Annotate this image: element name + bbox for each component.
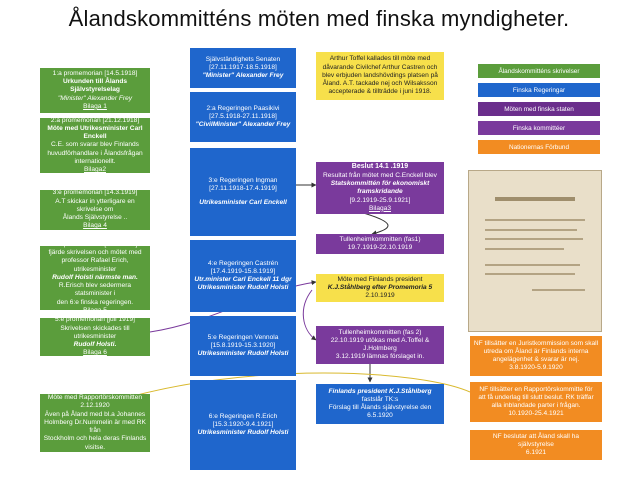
stahlberg-meeting-title: Möte med Finlands president [337, 275, 423, 283]
beslut-title: Beslut 14.1 .1919 [351, 163, 409, 171]
president-decision-text-2: Förslag till Ålands självstyrelse den [328, 404, 432, 411]
government-1-name: Självständighets Senaten [205, 55, 281, 63]
beslut-text-2: Statskommittén för ekonomiskt [330, 180, 430, 188]
government-6 [190, 380, 296, 470]
promemoria-4-text-3: Rudolf Holsti närmste man. [52, 273, 138, 281]
league-decision-text-1: NF beslutar att Åland skall ha [492, 432, 580, 440]
legend-meetings: Möten med finska staten [478, 102, 600, 116]
government-2-dates: [27.5.1918-27.11.1918] [209, 112, 277, 120]
stahlberg-meeting [316, 274, 444, 302]
government-4-minister-2: Utrikesminister Rudolf Holsti [197, 284, 289, 292]
stahlberg-meeting-subject: K.J.Ståhlberg efter Promemoria 5 [327, 283, 433, 291]
promemoria-2-subject: Möte med Utrikesminister Carl Enckell [47, 124, 143, 141]
bilaga-1-link[interactable]: Bilaga 1 [83, 102, 107, 110]
government-5-minister: Utrikesminister Rudolf Holsti [197, 350, 289, 358]
president-decision-text-1: fastslår TK:s [361, 395, 399, 403]
promemoria-3-text-2: Ålands Självstyrelse .. [62, 214, 128, 222]
tullenheim-phase-2-title: Tullenheimkommitten (fas 2) [338, 328, 422, 336]
government-5 [190, 316, 296, 376]
government-1-minister: "Minister" Alexander Frey [202, 72, 284, 80]
rapportor-meeting-date: 2.12.1920 [80, 402, 110, 410]
league-rapportor-commission [470, 382, 602, 422]
legend-government: Finska Regeringar [478, 83, 600, 97]
government-5-name: 5:e Regeringen Vennola [207, 333, 279, 341]
promemoria-4-date: 4:e promemorian [10.5.1919] [52, 240, 138, 248]
league-rapportor-text-1: NF tillsätter en Rapportörskommitte för [479, 385, 593, 393]
promemoria-3 [40, 190, 150, 230]
league-rapportor-text-3: alla inblandade parter i frågan. [491, 402, 581, 409]
beslut-text-3: framskridande [357, 188, 403, 196]
rapportor-meeting [40, 394, 150, 452]
rapportor-meeting-text-2: Holmberg Dr.Nummelin är med RK från [44, 418, 146, 435]
government-4-dates: [17.4.1919-15.8.1919] [210, 267, 276, 275]
promemoria-2-text-2: huvudförhandlare i Ålandsfrågan [47, 149, 143, 157]
arrow-stahlberg-tulli2 [303, 290, 316, 340]
rapportor-meeting-text-3: Stockholm och hela deras Finlands [43, 435, 147, 443]
bilaga-4-link[interactable]: Bilaga 4 [83, 222, 107, 230]
rapportor-meeting-text-1: Även på Åland med bl.a Johannes [44, 410, 146, 418]
government-4-name: 4:e Regeringen Castrén [207, 259, 278, 267]
toffel-note-text-5: accepterade & tillträdde i juni 1918. [328, 88, 432, 96]
government-1 [190, 48, 296, 88]
promemoria-2-text-1: C.E. som svarar blev Finlands [51, 141, 139, 149]
government-3-minister: Utrikesminister Carl Enckell [199, 199, 287, 207]
rapportor-meeting-text-4: visitse. [84, 443, 106, 451]
bilaga-6-link[interactable]: Bilaga 6 [83, 349, 107, 357]
arrow-beslut-tulli1 [360, 212, 388, 234]
league-decision [470, 430, 602, 460]
promemoria-3-text-1: A.T skickar in ytterligare en skrivelse om [55, 197, 135, 213]
government-2-minister: "CivilMinister" Alexander Frey [195, 121, 291, 129]
page-title: Ålandskommitténs möten med finska myndigheter. [68, 6, 570, 31]
league-decision-date: 6.1921 [525, 449, 547, 457]
legend-committee: Ålandskommitténs skrivelser [478, 64, 600, 78]
government-4-minister-1: Utr.minister Carl Enckell 11 dgr [194, 276, 292, 283]
league-rapportor-text-2: att få underlag till slutt beslut. RK träffar [478, 393, 594, 401]
tullenheim-phase-2-text-2: J.Holmberg [363, 345, 397, 352]
promemoria-2-text-3: internationellt. [74, 157, 116, 165]
stahlberg-meeting-date: 2.10.1919 [365, 292, 395, 300]
promemoria-4-text-1: fjärde skrivelsen och mötet med [48, 249, 142, 257]
league-jurist-dates: 3.8.1920-5.9.1920 [509, 364, 563, 372]
beslut-text-1: Resultat från mötet med C.Enckell blev [323, 171, 437, 179]
league-jurist-commission [470, 336, 602, 376]
promemoria-5-date: 5:e promemorian [juli 1919] [55, 316, 135, 324]
league-jurist-text-1: NF tillsätter en Juristkommission som skall [473, 339, 599, 347]
beslut-dates: [9.2.1919-25.9.1921] [349, 196, 411, 204]
toffel-note-text-4: Åland. A.T. tackade nej och Wilsaksson [322, 80, 438, 88]
legend-finnish-committee: Finska kommittéer [478, 121, 600, 135]
league-rapportor-dates: 10.1920-25.4.1921 [508, 410, 564, 418]
promemoria-4 [40, 240, 150, 314]
tullenheim-phase-1-dates: 19.7.1919-22.10.1919 [347, 244, 413, 251]
tullenheim-phase-2-text-3: 3.12.1919 lämnas förslaget in. [335, 353, 425, 361]
promemoria-5-text-2: Rudolf Holsti. [73, 341, 117, 349]
government-2-name: 2:a Regeringen Paasikivi [206, 104, 280, 112]
government-6-minister: Utrikesminister Rudolf Holsti [197, 429, 289, 437]
government-2 [190, 92, 296, 142]
promemoria-2 [40, 118, 150, 173]
tullenheim-phase-1-title: Tullenheimkommitten (fas1) [339, 235, 421, 243]
promemoria-1-person: "Minister" Alexander Frey [57, 94, 133, 102]
tullenheim-phase-1 [316, 234, 444, 254]
league-jurist-text-3: angelägenhet & svarar är nej. [492, 356, 580, 363]
league-jurist-text-2: utreda om Åland är Finlands interna [483, 347, 589, 355]
tullenheim-phase-2 [316, 326, 444, 364]
rapportor-meeting-title: Möte med Rapportörskommitten [47, 394, 143, 402]
league-decision-text-2: självstyrelse [518, 440, 554, 448]
bilaga-3-link[interactable]: Bilaga3 [369, 204, 391, 212]
tullenheim-phase-2-text-1: 22.10.1919 utökas med A.Toffel & [330, 336, 430, 344]
government-5-dates: [15.8.1919-15.3.1920] [210, 341, 276, 349]
promemoria-4-text-2: professor Rafael Erich, utrikesminister [61, 257, 129, 273]
bilaga-5-link[interactable]: Bilaga 5 [83, 306, 107, 314]
promemoria-5 [40, 318, 150, 356]
president-decision [316, 384, 444, 424]
government-4 [190, 240, 296, 312]
government-3-name: 3:e Regeringen Ingman [208, 176, 278, 184]
toffel-note-text-1: Arthur Toffel kallades till möte med [329, 55, 431, 63]
government-1-dates: [27.11.1917-18.5.1918] [209, 63, 277, 71]
government-6-name: 6:e Regeringen R.Erich [208, 412, 278, 420]
government-6-dates: [15.3.1920-9.4.1921] [212, 420, 274, 428]
government-3 [190, 148, 296, 236]
promemoria-5-text-1: Skrivelsen skickades till utrikesminister [60, 324, 130, 340]
promemoria-1-subject: Urkunden till Ålands Självstyrelselag [62, 78, 128, 94]
toffel-note-text-3: blev erbjuden landshövdings platsen på [322, 71, 438, 79]
document-photo [468, 170, 602, 332]
promemoria-1-date: 1:a promemorian [14.5.1918] [52, 69, 138, 77]
president-decision-date: 6.5.1920 [367, 412, 393, 420]
toffel-note [316, 52, 444, 100]
promemoria-1 [40, 68, 150, 113]
promemoria-3-date: 3:e promemorian [14.3.1919] [52, 189, 138, 197]
promemoria-4-text-4: R.Erisch blev sedermera statsminister i [58, 282, 132, 298]
president-decision-title: Finlands president K.J.Ståhlberg [328, 387, 432, 395]
legend-national-league: Nationernas Förbund [478, 140, 600, 154]
bilaga-2-link[interactable]: Bilaga2 [84, 166, 106, 174]
promemoria-2-date: 2:a promemorian [21.12.1918] [50, 116, 140, 124]
toffel-note-text-2: dåvarande Civilchef Arthur Castren och [322, 63, 438, 71]
beslut-box [316, 162, 444, 214]
promemoria-4-text-5: den 6:e finska regeringen. [56, 298, 134, 306]
government-3-dates: [27.11.1918-17.4.1919] [209, 184, 277, 192]
